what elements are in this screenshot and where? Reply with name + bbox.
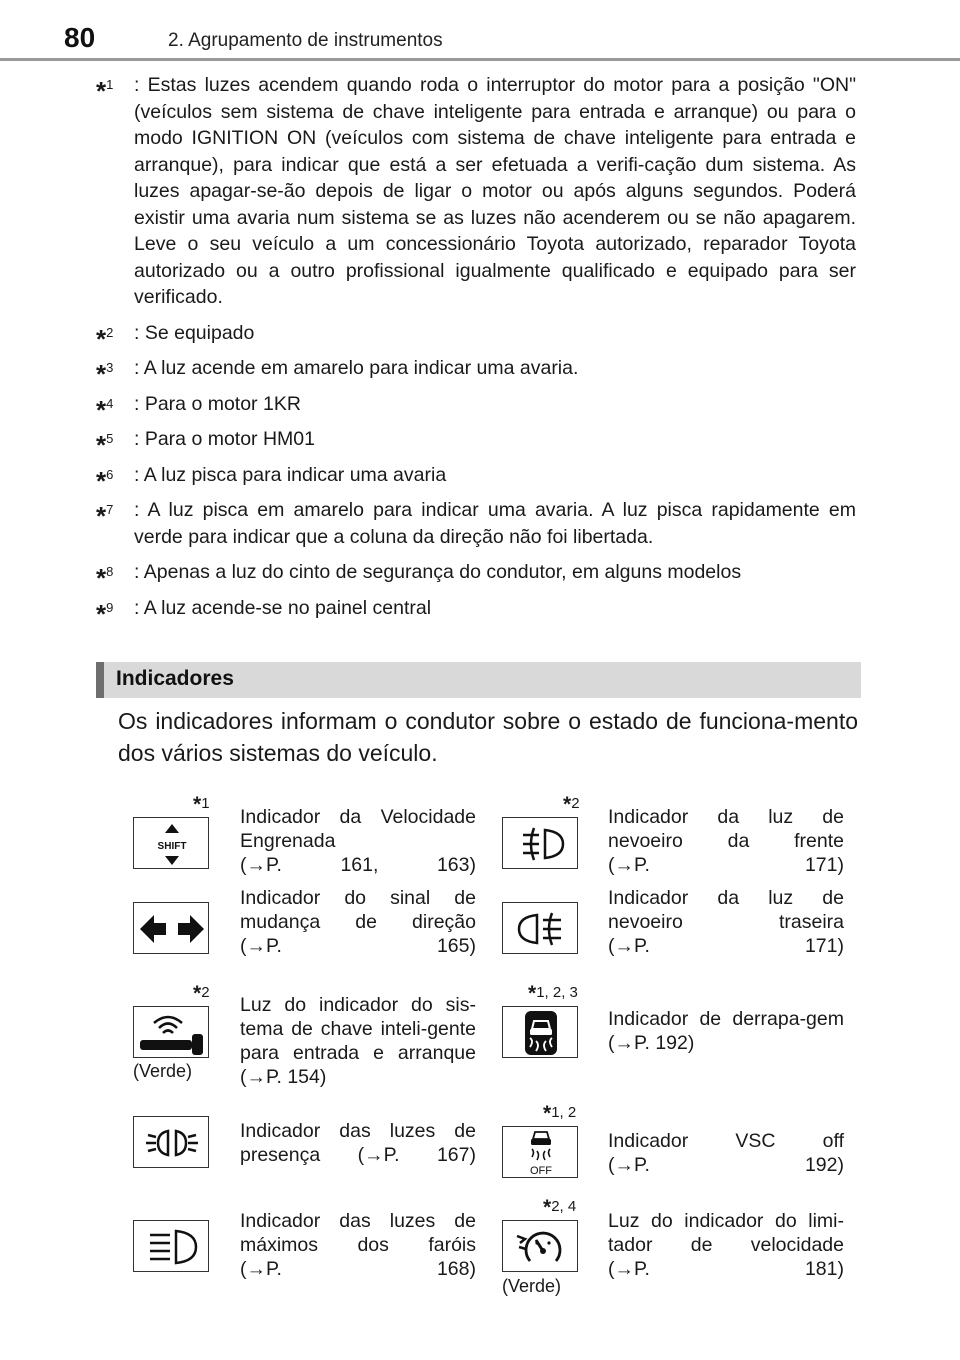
- reference-mark: *1, 2, 3: [528, 982, 578, 1005]
- footnote: *$^3$ : A luz acende em amarelo para indicar uma avaria.: [96, 357, 579, 389]
- rear-fog-light-icon: [502, 902, 578, 954]
- svg-text:SHIFT: SHIFT: [157, 841, 187, 852]
- icon-caption: (Verde): [133, 1061, 193, 1081]
- shift-indicator-icon: [133, 817, 209, 869]
- indicator-description: Luz do indicador do limi-tador de velocidade (→P. 181): [608, 1210, 844, 1280]
- footnotes: [96, 72, 856, 630]
- reference-mark: *1: [193, 793, 210, 816]
- section-title: Indicadores: [116, 667, 234, 690]
- turn-signal-icon: [133, 902, 209, 954]
- indicator-description: Indicador da luz de nevoeiro traseira (→P. 171): [608, 887, 844, 957]
- vsc-off-icon: [502, 1126, 578, 1178]
- tail-lights-icon: [133, 1116, 209, 1168]
- speed-limiter-icon: [502, 1220, 578, 1272]
- high-beam-icon: [133, 1220, 209, 1272]
- footnote: *$^7$ : A luz pisca em amarelo para indicar uma avaria. A luz pisca rapidamente em verde para indicar que a coluna da direção não foi libertada.: [96, 499, 856, 548]
- chapter-title: 2. Agrupamento de instrumentos: [168, 30, 443, 51]
- slip-indicator-icon: [502, 1006, 578, 1058]
- icon-caption: (Verde): [502, 1276, 562, 1296]
- page-number: 80: [64, 22, 96, 53]
- header-rule: [0, 58, 960, 61]
- footnote: *$^5$ : Para o motor HM01: [96, 428, 315, 460]
- reference-mark: *2: [193, 982, 210, 1005]
- indicator-description: Indicador da Velocidade Engrenada (→P. 161, 163): [240, 806, 476, 876]
- footnote: *$^8$ : Apenas a luz do cinto de segurança do condutor, em alguns modelos: [96, 561, 742, 593]
- footnote: *$^4$ : Para o motor 1KR: [96, 392, 301, 425]
- section-intro: Os indicadores informam o condutor sobre o estado de funciona-mento dos vários sistemas do veículo.: [118, 708, 858, 766]
- section-accent: [96, 662, 104, 698]
- reference-mark: *1, 2: [543, 1102, 577, 1125]
- indicator-description: Indicador VSC off (→P. 192): [608, 1130, 844, 1176]
- smart-key-icon: [133, 1006, 209, 1058]
- indicator-description: Indicador da luz de nevoeiro da frente (→P. 171): [608, 806, 844, 876]
- footnote: *$^1$ : Estas luzes acendem quando roda o interruptor do motor para a posição "ON" (veículos sem sistema de chave inteligente para entrada e arranque) ou para o modo IGNITION ON (veículos com sistema de chave inteligente para entrada e arranque), para indicar que está a ser efetuada a verifi-cação dum sistema. As luzes apagar-se-ão depois de ligar o motor ou após alguns segundos. Poderá existir uma avaria num sistema se as luzes não acenderem ou se não apagarem. Leve o seu veículo a um concessionário Toyota autorizado, reparador Toyota autorizado ou a outro profissional igualmente qualificado e equipado para ser verificado.: [96, 74, 856, 308]
- indicator-description: Indicador do sinal de mudança de direção (→P. 165): [240, 887, 476, 957]
- svg-text:OFF: OFF: [530, 1165, 552, 1177]
- reference-mark: *2, 4: [543, 1196, 577, 1219]
- indicator-description: Indicador das luzes de presença (→P. 167): [240, 1120, 476, 1166]
- front-fog-light-icon: [502, 817, 578, 869]
- indicator-description: Indicador das luzes de máximos dos faróis (→P. 168): [240, 1210, 476, 1280]
- footnote: *$^2$ : Se equipado: [96, 321, 255, 354]
- indicator-description: Luz do indicador do sis-tema de chave inteli-gente para entrada e arranque (→P. 154): [240, 994, 476, 1088]
- section-header: [96, 662, 861, 698]
- page-header: [0, 0, 960, 64]
- footnote: *$^6$ : A luz pisca para indicar uma avaria: [96, 463, 447, 496]
- indicator-description: Indicador de derrapa-gem (→P. 192): [608, 1008, 844, 1054]
- reference-mark: *2: [563, 793, 580, 816]
- footnote: *$^9$ : A luz acende-se no painel central: [96, 596, 432, 629]
